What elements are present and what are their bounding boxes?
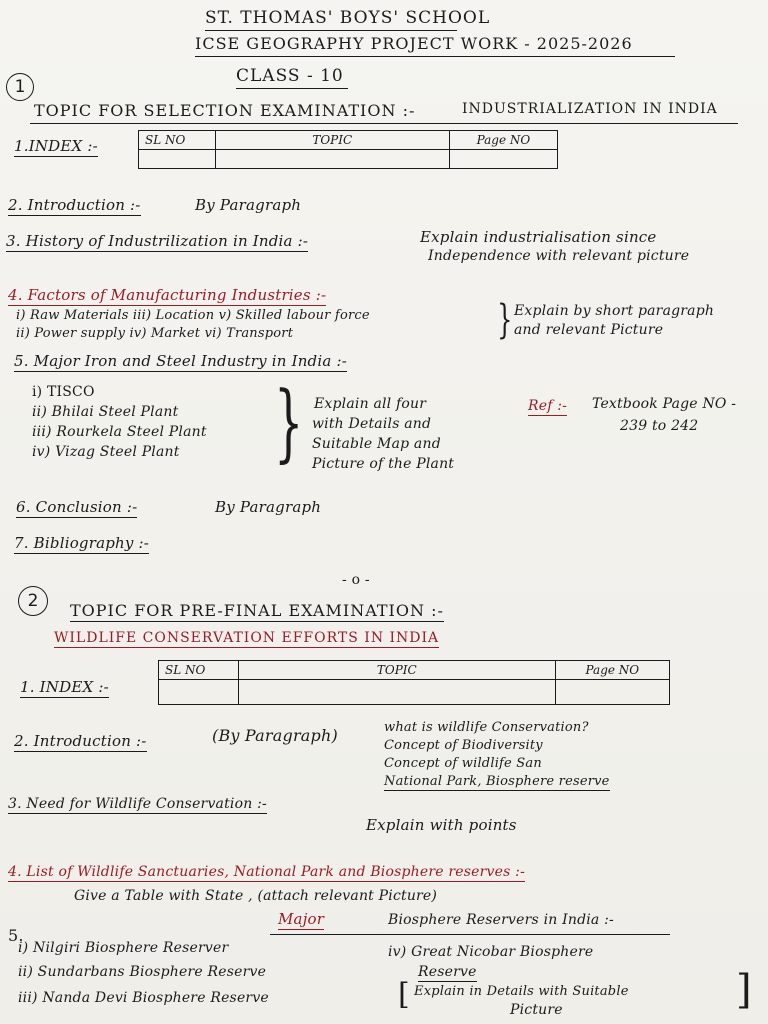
- factors-row-2: ii) Power supply iv) Market vi) Transport: [16, 326, 294, 341]
- school-name: ST. THOMAS' BOYS' SCHOOL: [205, 8, 491, 28]
- factors-note-2: and relevant Picture: [514, 322, 664, 338]
- index-table: [138, 130, 558, 169]
- section-number-circle: 1: [6, 73, 34, 101]
- section2-topic-heading: TOPIC FOR PRE-FINAL EXAMINATION :-: [70, 601, 444, 620]
- intro-item-2: 2. Introduction :-: [14, 732, 147, 750]
- intro-point-1: what is wildlife Conservation?: [384, 720, 589, 735]
- plants-note-1: Explain all four: [314, 396, 427, 412]
- need-item: 3. Need for Wildlife Conservation :-: [8, 796, 267, 812]
- section-number-circle-2: 2: [18, 586, 48, 616]
- ref-label: Ref :-: [528, 398, 568, 414]
- intro-text-2: (By Paragraph): [212, 726, 338, 745]
- ref-text-1: Textbook Page NO -: [592, 396, 737, 412]
- intro-point-3: Concept of wildlife San: [384, 756, 542, 771]
- index-col-topic: TOPIC: [215, 131, 449, 150]
- item-5-number: 5.: [8, 926, 24, 945]
- iron-steel-item: 5. Major Iron and Steel Industry in India :-: [14, 352, 347, 370]
- conclusion-text: By Paragraph: [215, 498, 322, 516]
- intro-text: By Paragraph: [195, 196, 302, 214]
- plant-2: ii) Bhilai Steel Plant: [32, 404, 179, 420]
- index2-col-slno: SL NO: [159, 661, 239, 680]
- reserve-4: iv) Great Nicobar Biosphere: [388, 944, 594, 960]
- plant-3: iii) Rourkela Steel Plant: [32, 424, 207, 440]
- plants-note-2: with Details and: [312, 416, 432, 432]
- explain-note-1: Explain in Details with Suitable: [414, 984, 629, 999]
- notebook-page: ST. THOMAS' BOYS' SCHOOL ICSE GEOGRAPHY PROJECT WORK - 2025-2026 CLASS - 10 1 TOPIC FOR SELECTION EXAMINATION :- INDUSTRIALIZATION IN INDIA 1.INDEX :- SL NO TOPIC Page NO 2. Introduction :- By Paragraph 3. History of Industrilization in India :- Explain industrialisation since Independence with relevant picture 4. Factors of Manufacturing Industries :- i) Raw Materials iii) Location v) Skilled labour force ii) Power supply iv) Market vi) Transport } Explain by short paragraph and relevant Picture 5. Major Iron and Steel Industry in India :- i) TISCO ii) Bhilai Steel Plant iii) Rourkela Steel Plant iv) Vizag Steel Plant } Explain all four with Details and Suitable Map and Picture of the Plant Ref :- Textbook Page NO - 239 to 242 6. Conclusion :- By Paragraph 7. Bibliography :- - o - 2 TOPIC FOR PRE-FINAL EXAMINATION :- WILDLIFE CONSERVATION EFFORTS IN INDIA 1. INDEX :- SL NO TOPIC Page NO 2. Introduction :- (By Paragraph) what is wildlife Conservation? Concept of Biodiversity Concept of wildlife San National Park, Biosphere reserve 3. Need for Wildlife Conservation :- Explain with points 4. List of Wildlife Sanctuaries, National Park and Biosphere reserves :- Give a Table with State , (attach relevant Picture) Major Biosphere Reservers in India :- 5. i) Nilgiri Biosphere Reserver ii) Sundarbans Biosphere Reserve iii) Nanda Devi Biosphere Reserve iv) Great Nicobar Biosphere Reserve [ Explain in Details with Suitable Picture ]: [0, 0, 768, 1024]
- conclusion-item: 6. Conclusion :-: [16, 498, 138, 516]
- index-col-slno: SL NO: [139, 131, 216, 150]
- plant-1: i) TISCO: [32, 384, 95, 400]
- index-label: 1.INDEX :-: [14, 137, 98, 155]
- index-col-page: Page NO: [449, 131, 557, 150]
- plants-note-4: Picture of the Plant: [312, 456, 455, 472]
- need-text: Explain with points: [366, 816, 517, 834]
- reserve-2: ii) Sundarbans Biosphere Reserve: [18, 964, 267, 980]
- section1-topic-heading: TOPIC FOR SELECTION EXAMINATION :-: [34, 101, 416, 120]
- history-text-1: Explain industrialisation since: [420, 228, 657, 246]
- plants-note-3: Suitable Map and: [312, 436, 441, 452]
- reserve-4-cont: Reserve: [418, 964, 477, 980]
- class-label: CLASS - 10: [236, 66, 344, 86]
- reserve-3: iii) Nanda Devi Biosphere Reserve: [18, 990, 269, 1006]
- index2-col-page: Page NO: [555, 661, 669, 680]
- biosphere-heading: Biosphere Reservers in India :-: [388, 912, 614, 928]
- bibliography-item: 7. Bibliography :-: [14, 534, 150, 552]
- history-item: 3. History of Industrilization in India :-: [6, 232, 309, 250]
- ref-text-2: 239 to 242: [620, 418, 699, 434]
- intro-point-2: Concept of Biodiversity: [384, 738, 543, 753]
- section1-topic-name: INDUSTRIALIZATION IN INDIA: [462, 101, 718, 117]
- section2-topic-name: WILDLIFE CONSERVATION EFFORTS IN INDIA: [54, 630, 440, 646]
- project-title: ICSE GEOGRAPHY PROJECT WORK - 2025-2026: [195, 34, 633, 53]
- index-table-2: [158, 660, 670, 705]
- plant-4: iv) Vizag Steel Plant: [32, 444, 180, 460]
- index2-col-topic: TOPIC: [238, 661, 555, 680]
- separator: - o -: [342, 572, 370, 588]
- intro-point-4: National Park, Biosphere reserve: [384, 774, 610, 789]
- explain-note-2: Picture: [510, 1002, 563, 1018]
- factors-row-1: i) Raw Materials iii) Location v) Skilled labour force: [16, 308, 370, 323]
- factors-item: 4. Factors of Manufacturing Industries :-: [8, 286, 327, 304]
- history-text-2: Independence with relevant picture: [428, 248, 690, 264]
- list-text: Give a Table with State , (attach relevant Picture): [74, 888, 438, 904]
- reserve-1: i) Nilgiri Biosphere Reserver: [18, 940, 229, 956]
- index-label-2: 1. INDEX :-: [20, 678, 109, 696]
- factors-note-1: Explain by short paragraph: [514, 303, 715, 319]
- list-item-4: 4. List of Wildlife Sanctuaries, National Park and Biosphere reserves :-: [8, 864, 526, 880]
- biosphere-heading-major: Major: [278, 910, 325, 928]
- intro-item: 2. Introduction :-: [8, 196, 141, 214]
